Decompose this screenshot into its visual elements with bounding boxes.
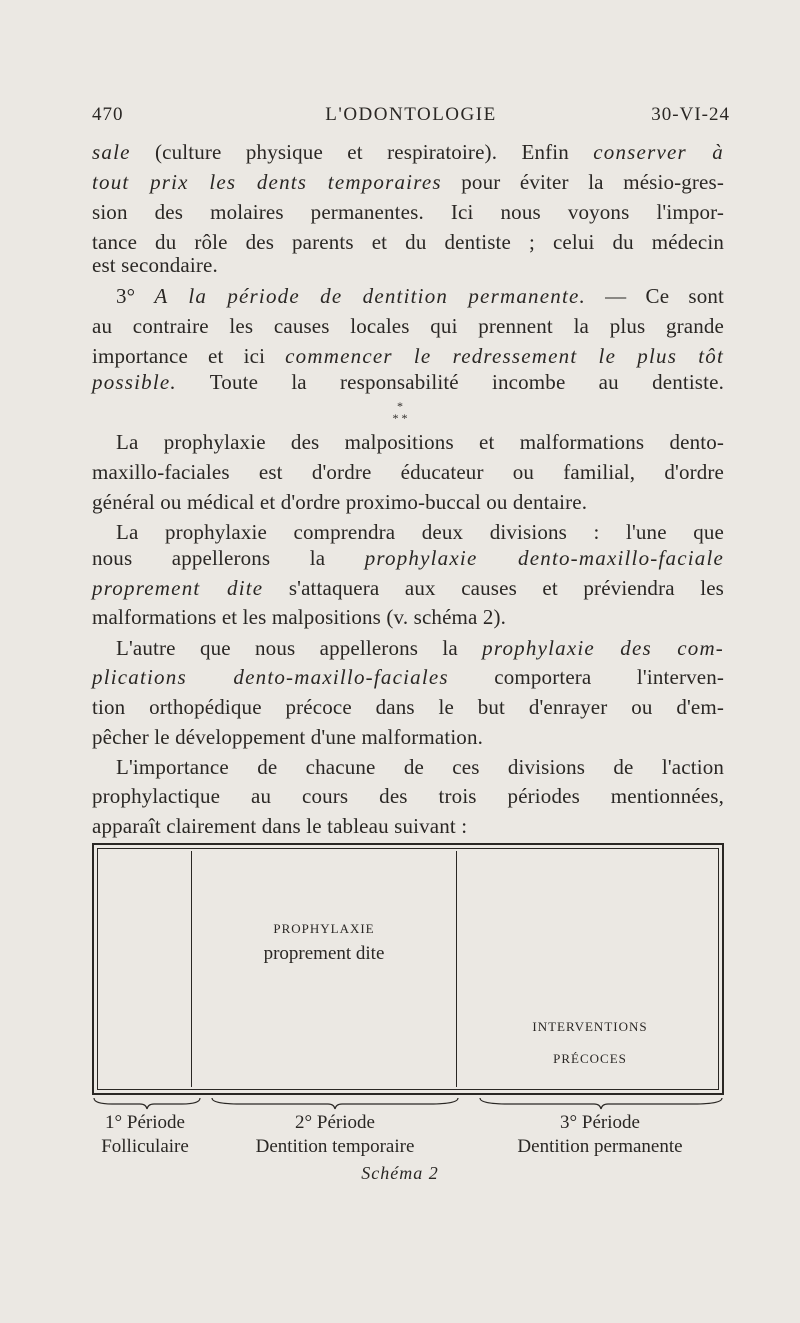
text-line: nous appellerons la prophylaxie dento-maxillo-faciale (92, 546, 725, 570)
running-title: L'ODONTOLOGIE (325, 104, 497, 125)
schema-table (92, 843, 724, 1095)
box-subheading: proprement dite (263, 943, 385, 964)
asterism: * * * (392, 399, 408, 425)
issue-date: 30-VI-24 (651, 104, 730, 125)
text-line: L'importance de chacune de ces divisions de l'action (116, 755, 724, 779)
text-line: tion orthopédique précoce dans le but d'enrayer ou d'em- (92, 695, 724, 719)
box-subheading: PRÉCOCES (553, 1051, 627, 1066)
text-line: pêcher le développement d'une malformation. (92, 725, 484, 749)
period-2-label (220, 1111, 450, 1159)
period-1-label (70, 1111, 220, 1159)
text-line: apparaît clairement dans le tableau suivant : (92, 814, 468, 838)
page-number: 470 (92, 104, 124, 125)
period-brace (210, 1096, 460, 1110)
text-line: malformations et les malpositions (v. schéma 2). (92, 605, 507, 629)
period-title: 3° Période (560, 1112, 640, 1133)
text-line: possible. Toute la responsabilité incombe au dentiste. (92, 370, 724, 394)
running-header (92, 104, 730, 128)
text-line: général ou médical et d'ordre proximo-buccal ou dentaire. (92, 490, 588, 514)
period-brace (92, 1096, 202, 1110)
table-divider (191, 851, 192, 1087)
text-line: plications dento-maxillo-faciales comportera l'interven- (92, 665, 724, 689)
period-brace (478, 1096, 724, 1110)
text-line: maxillo-faciales est d'ordre éducateur ou familial, d'ordre (92, 460, 724, 484)
text-line: sion des molaires permanentes. Ici nous voyons l'impor- (92, 200, 724, 224)
text-line: La prophylaxie comprendra deux divisions : l'une que (116, 520, 724, 544)
period-title: 2° Période (295, 1112, 375, 1133)
text-line: importance et ici commencer le redressement le plus tôt (92, 344, 724, 368)
text-line: est secondaire. (92, 253, 218, 277)
period-subtitle: Dentition permanente (517, 1136, 683, 1157)
period-3-label (480, 1111, 720, 1159)
text-line: L'autre que nous appellerons la prophylaxie des com- (116, 636, 725, 660)
text-line: 3° A la période de dentition permanente. — Ce sont (116, 284, 724, 308)
prophylaxie-box (194, 921, 454, 965)
text-line: prophylactique au cours des trois périodes mentionnées, (92, 784, 724, 808)
box-heading: INTERVENTIONS (532, 1019, 648, 1034)
schema-caption: Schéma 2 (361, 1163, 439, 1183)
text-line: tout prix les dents temporaires pour éviter la mésio-gres- (92, 170, 724, 194)
period-subtitle: Dentition temporaire (255, 1136, 415, 1157)
text-line: La prophylaxie des malpositions et malformations dento- (116, 430, 724, 454)
text-line: sale (culture physique et respiratoire). Enfin conserver à (92, 140, 724, 164)
interventions-box (459, 1019, 721, 1067)
period-subtitle: Folliculaire (101, 1136, 189, 1157)
table-divider (456, 851, 457, 1087)
text-line: au contraire les causes locales qui prennent la plus grande (92, 314, 724, 338)
text-line: proprement dite s'attaquera aux causes et préviendra les (92, 576, 724, 600)
box-heading: PROPHYLAXIE (273, 921, 375, 936)
period-title: 1° Période (105, 1112, 185, 1133)
text-line: tance du rôle des parents et du dentiste ; celui du médecin (92, 230, 724, 254)
